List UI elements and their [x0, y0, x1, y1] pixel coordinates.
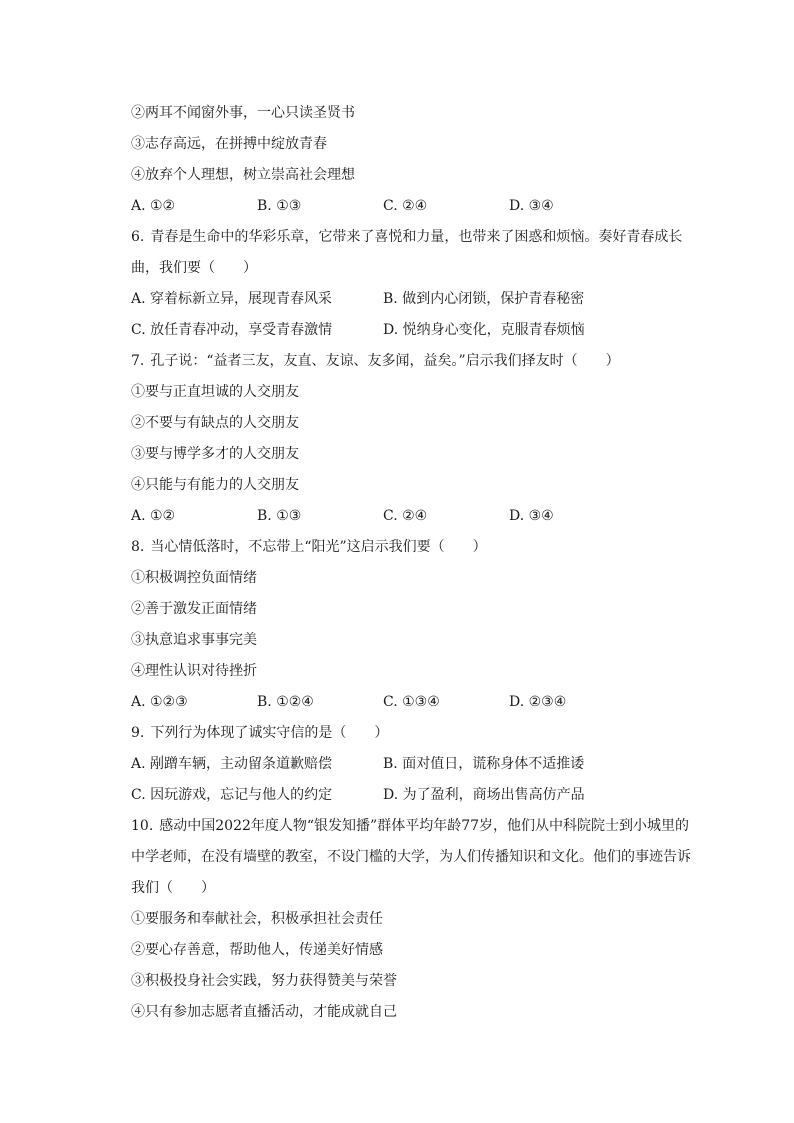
- question-text: 下列行为体现了诚实守信的是（ ）: [150, 725, 389, 741]
- question-number: 8.: [131, 539, 145, 555]
- answer-option[interactable]: A. 穿着标新立异，展现青春风采: [131, 291, 333, 307]
- question-stem: [131, 718, 691, 749]
- statement-line: ④只有参加志愿者直播活动，才能成就自己: [131, 1004, 397, 1020]
- answer-option[interactable]: A. ①②③: [131, 694, 188, 710]
- answer-option[interactable]: D. ②③④: [509, 694, 567, 710]
- answer-option[interactable]: D. 为了盈利，商场出售高仿产品: [383, 787, 585, 803]
- question-stem: [131, 346, 691, 377]
- answer-option[interactable]: D. ③④: [509, 508, 554, 524]
- exam-page: [131, 98, 691, 1028]
- answer-option[interactable]: C. 放任青春冲动，享受青春激情: [131, 322, 333, 338]
- answer-options-row: [131, 749, 691, 780]
- answer-option[interactable]: C. ②④: [383, 508, 428, 524]
- answer-option[interactable]: C. ①③④: [383, 694, 440, 710]
- question-text: 孔子说：“益者三友，友直、友谅、友多闻，益矣。”启示我们择友时（ ）: [150, 353, 620, 369]
- question-number: 6.: [131, 229, 145, 245]
- answer-option[interactable]: B. 面对值日，谎称身体不适推诿: [383, 756, 585, 772]
- question-stem: [131, 532, 691, 563]
- statement-line: ③要与博学多才的人交朋友: [131, 446, 299, 462]
- answer-options-row: [131, 191, 691, 222]
- answer-options-row: [131, 284, 691, 315]
- statement-line: ④放弃个人理想，树立崇高社会理想: [131, 167, 355, 183]
- answer-option[interactable]: B. ①②④: [257, 694, 314, 710]
- answer-option[interactable]: D. ③④: [509, 198, 554, 214]
- question-stem: [131, 811, 691, 904]
- statement-line: ①要与正直坦诚的人交朋友: [131, 384, 299, 400]
- answer-options-row: [131, 315, 691, 346]
- statement-line: ②不要与有缺点的人交朋友: [131, 415, 299, 431]
- question-stem: [131, 222, 691, 284]
- answer-option[interactable]: B. ①③: [257, 508, 302, 524]
- question-number: 10.: [131, 818, 154, 834]
- answer-option[interactable]: A. ①②: [131, 508, 176, 524]
- answer-option[interactable]: A. 剐蹭车辆，主动留条道歉赔偿: [131, 756, 333, 772]
- statement-line: ③执意追求事事完美: [131, 632, 257, 648]
- statement-line: ②两耳不闻窗外事，一心只读圣贤书: [131, 105, 355, 121]
- question-number: 7.: [131, 353, 145, 369]
- answer-option[interactable]: B. 做到内心闭锁，保护青春秘密: [383, 291, 585, 307]
- answer-option[interactable]: C. ②④: [383, 198, 428, 214]
- answer-options-row: [131, 780, 691, 811]
- statement-line: ④只能与有能力的人交朋友: [131, 477, 299, 493]
- question-text: 感动中国2022年度人物“银发知播”群体平均年龄77岁，他们从中科院院士到小城里的中学老师，在没有墙壁的教室，不设门槛的大学，为人们传播知识和文化。他们的事迹告诉我们（ ）: [131, 818, 691, 896]
- statement-line: ③积极投身社会实践，努力获得赞美与荣誉: [131, 973, 397, 989]
- answer-option[interactable]: A. ①②: [131, 198, 176, 214]
- statement-line: ①积极调控负面情绪: [131, 570, 257, 586]
- question-text: 青春是生命中的华彩乐章，它带来了喜悦和力量，也带来了困惑和烦恼。奏好青春成长曲，我们要（ ）: [131, 229, 683, 276]
- statement-line: ②善于激发正面情绪: [131, 601, 257, 617]
- statement-line: ①要服务和奉献社会，积极承担社会责任: [131, 911, 383, 927]
- answer-option[interactable]: B. ①③: [257, 198, 302, 214]
- answer-option[interactable]: D. 悦纳身心变化，克服青春烦恼: [383, 322, 585, 338]
- question-text: 当心情低落时，不忘带上“阳光”这启示我们要（ ）: [150, 539, 487, 555]
- statement-line: ②要心存善意，帮助他人，传递美好情感: [131, 942, 383, 958]
- statement-line: ③志存高远，在拼搏中绽放青春: [131, 136, 327, 152]
- question-number: 9.: [131, 725, 145, 741]
- answer-options-row: [131, 687, 691, 718]
- statement-line: ④理性认识对待挫折: [131, 663, 257, 679]
- answer-options-row: [131, 501, 691, 532]
- answer-option[interactable]: C. 因玩游戏，忘记与他人的约定: [131, 787, 333, 803]
